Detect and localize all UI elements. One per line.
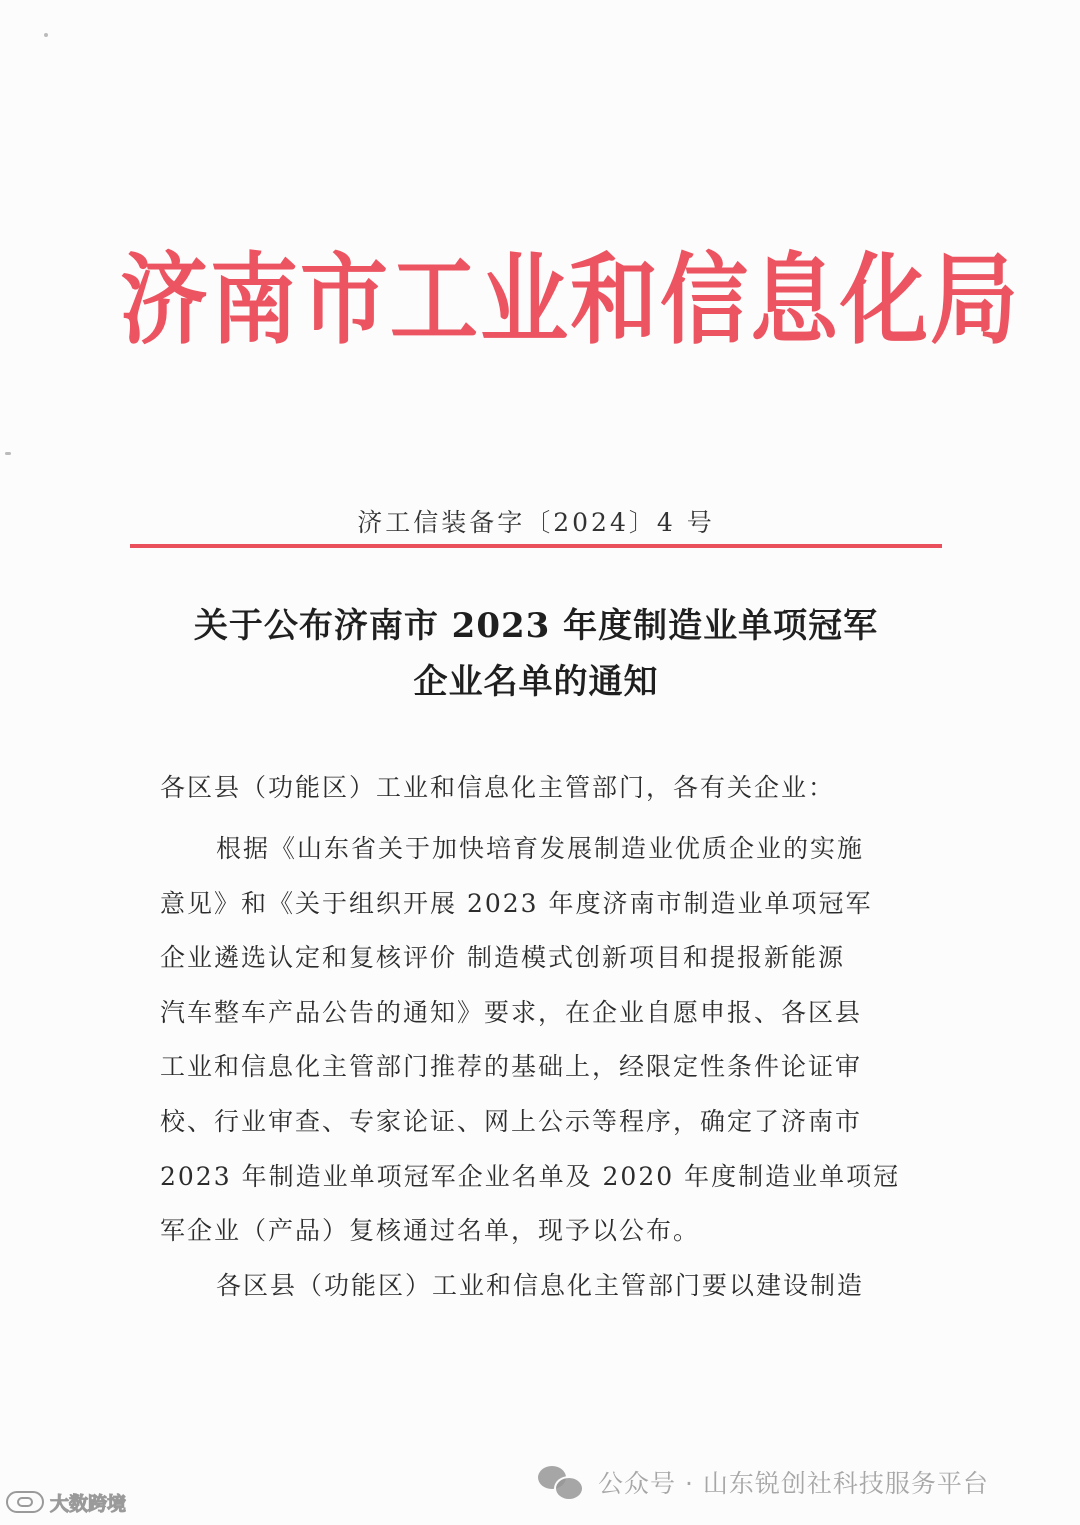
salutation: 各区县（功能区）工业和信息化主管部门，各有关企业：: [160, 773, 836, 802]
body-line: 企业遴选认定和复核评价 制造模式创新项目和提报新能源: [160, 943, 845, 973]
body-line: 军企业（产品）复核通过名单，现予以公布。: [160, 1216, 701, 1246]
scan-speck: [5, 452, 11, 455]
document-number: 济工信装备字〔2024〕4 号: [357, 508, 715, 537]
watermark-text: 公众号 · 山东锐创社科技服务平台: [598, 1469, 989, 1498]
wechat-icon: [538, 1464, 584, 1500]
body-line: 校、行业审查、专家论证、网上公示等程序，确定了济南市: [160, 1106, 863, 1136]
red-divider: [130, 544, 942, 548]
notice-title-line-2: 企业名单的通知: [413, 662, 659, 702]
body-line: 2023 年制造业单项冠军企业名单及 2020 年度制造业单项冠: [160, 1161, 901, 1191]
body-line: 根据《山东省关于加快培育发展制造业优质企业的实施: [216, 834, 865, 863]
body-line: 各区县（功能区）工业和信息化主管部门要以建设制造: [216, 1270, 865, 1300]
body-line: 意见》和《关于组织开展 2023 年度济南市制造业单项冠军: [160, 888, 873, 918]
logo-icon: [6, 1491, 44, 1513]
wechat-watermark: [538, 1462, 989, 1502]
agency-header: 济南市工业和信息化局: [120, 240, 1021, 358]
notice-title: [130, 598, 942, 710]
body-line: 工业和信息化主管部门推荐的基础上，经限定性条件论证审: [160, 1052, 863, 1082]
corner-watermark: [6, 1486, 126, 1518]
notice-title-line-1: 关于公布济南市 2023 年度制造业单项冠军: [193, 606, 879, 646]
body-text: [160, 822, 920, 1313]
body-line: 汽车整车产品公告的通知》要求，在企业自愿申报、各区县: [160, 997, 863, 1027]
corner-watermark-text: 大数跨境: [50, 1492, 127, 1515]
scan-speck: [44, 33, 48, 37]
